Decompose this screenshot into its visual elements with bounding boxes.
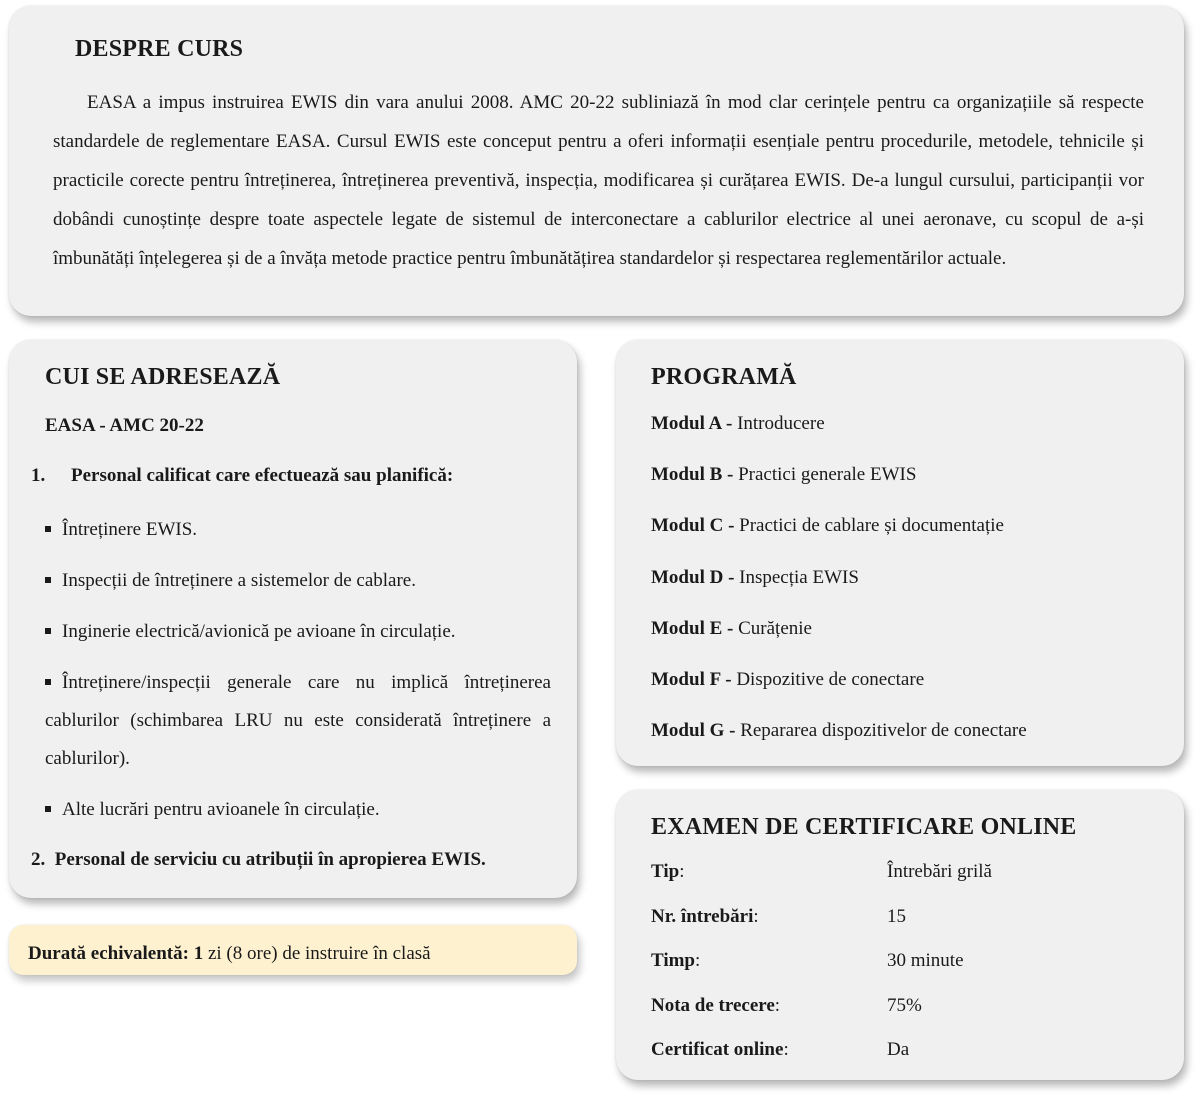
bullet-text: Întreținere/inspecții generale care nu implică întreținerea cablurilor (schimbarea LRU nu este considerată întreținere a cablurilor).	[45, 672, 551, 769]
bullet-icon	[45, 526, 51, 532]
about-paragraph: EASA a impus instruirea EWIS din vara anului 2008. AMC 20-22 subliniază în mod clar cerințele pentru ca organizațiile să respecte standardele de reglementare EASA. Cursul EWIS este conceput pentru a oferi informații esențiale pentru procedurile, metodele, tehnicile și practicile corecte pentru întreținerea, întreținerea preventivă, inspecția, modificarea și curățarea EWIS. De-a lungul cursului, participanții vor dobândi cunoștințe despre toate aspectele legate de sistemul de interconectare a cablurilor electrice al unei aeronave, cu scopul de a-și îmbunătăți înțelegerea și de a învăța metode practice pentru îmbunătățirea standardelor și respectarea reglementărilor actuale.	[53, 92, 1144, 269]
exam-row-value: Întrebări grilă	[887, 861, 992, 882]
program-title: PROGRAMĂ	[651, 364, 797, 390]
exam-card	[616, 790, 1184, 1080]
audience-title: CUI SE ADRESEAZĂ	[45, 364, 281, 390]
list-item	[45, 791, 551, 829]
module-name: Dispozitive de conectare	[736, 668, 925, 690]
exam-row-label: Tip:	[651, 861, 685, 882]
audience-card	[9, 340, 577, 898]
module-item	[651, 720, 1158, 771]
duration-value: 1	[193, 943, 204, 964]
exam-row	[651, 995, 1158, 1040]
bullet-text: Inginerie electrică/avionică pe avioane în circulație.	[62, 621, 456, 642]
module-item	[651, 464, 1158, 515]
bullet-text: Întreținere EWIS.	[62, 519, 198, 540]
exam-label-text: Timp	[651, 950, 696, 971]
exam-row-label: Certificat online:	[651, 1039, 789, 1060]
bullet-icon	[45, 679, 51, 685]
bullet-text: Alte lucrări pentru avioanele în circulație.	[62, 799, 380, 820]
exam-row-value: 75%	[887, 994, 922, 1016]
module-name: Practici generale EWIS	[738, 464, 917, 486]
exam-row-label: Timp:	[651, 950, 701, 971]
list-item	[45, 562, 551, 600]
exam-row-value: 15	[887, 905, 906, 927]
exam-label-text: Nota de trecere	[651, 994, 775, 1016]
exam-row-value: 30 minute	[887, 950, 964, 971]
exam-row	[651, 906, 1158, 951]
group-1-title: Personal calificat care efectuează sau planifică:	[71, 465, 454, 486]
exam-title: EXAMEN DE CERTIFICARE ONLINE	[651, 814, 1077, 840]
module-item	[651, 413, 1158, 464]
bullet-text: Inspecții de întreținere a sistemelor de cablare.	[62, 570, 416, 591]
module-code: Modul G -	[651, 720, 736, 742]
module-code: Modul C -	[651, 515, 735, 537]
exam-label-text: Tip	[651, 861, 680, 882]
module-item	[651, 515, 1158, 566]
module-item	[651, 618, 1158, 669]
exam-details	[651, 861, 1158, 1084]
list-item	[45, 664, 551, 778]
exam-label-text: Nr. întrebări	[651, 905, 754, 927]
duration-label: Durată echivalentă:	[28, 943, 189, 964]
module-name: Inspecția EWIS	[739, 566, 859, 588]
module-code: Modul D -	[651, 566, 735, 588]
module-name: Introducere	[737, 413, 825, 434]
module-item	[651, 669, 1158, 720]
module-name: Repararea dispozitivelor de conectare	[740, 720, 1027, 742]
exam-row	[651, 861, 1158, 906]
list-item	[45, 511, 551, 549]
exam-row-label: Nr. întrebări:	[651, 905, 759, 927]
group-2-title: Personal de serviciu cu atribuții în apropierea EWIS.	[54, 849, 486, 870]
module-code: Modul E -	[651, 617, 734, 639]
about-title: DESPRE CURS	[75, 36, 244, 62]
exam-row-value: Da	[887, 1039, 910, 1060]
module-code: Modul F -	[651, 668, 732, 690]
bullet-icon	[45, 806, 51, 812]
module-code: Modul B -	[651, 464, 734, 486]
group-2-heading	[31, 849, 551, 871]
group-2-number: 2.	[31, 849, 46, 870]
group-1-heading	[31, 465, 551, 487]
duration-banner	[9, 925, 577, 975]
about-card	[9, 6, 1184, 316]
module-name: Practici de cablare și documentație	[739, 515, 1004, 537]
program-card	[616, 340, 1184, 766]
exam-row	[651, 1039, 1158, 1084]
exam-row	[651, 950, 1158, 995]
exam-row-label: Nota de trecere:	[651, 994, 781, 1016]
group-1-number: 1.	[31, 465, 46, 486]
bullet-icon	[45, 577, 51, 583]
module-list	[651, 413, 1158, 771]
module-name: Curățenie	[738, 617, 812, 639]
exam-label-text: Certificat online	[651, 1039, 784, 1060]
audience-subtitle: EASA - AMC 20-22	[45, 415, 204, 436]
module-item	[651, 567, 1158, 618]
duration-text: zi (8 ore) de instruire în clasă	[207, 943, 431, 964]
bullet-icon	[45, 628, 51, 634]
list-item	[45, 613, 551, 651]
module-code: Modul A -	[651, 413, 733, 434]
